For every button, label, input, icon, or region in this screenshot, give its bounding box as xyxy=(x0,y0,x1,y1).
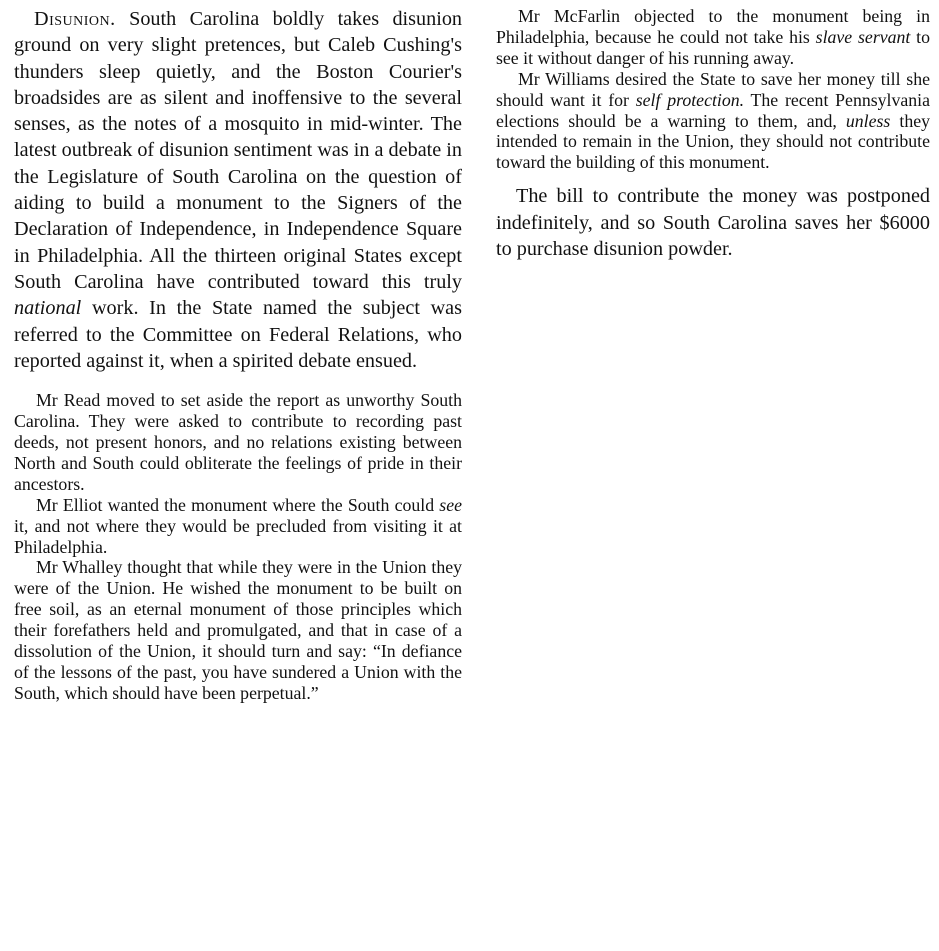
read-paragraph: Mr Read moved to set aside the report as unworthy South Carolina. They were asked to contribute to recording past deeds, not present honors, and no relations existing between North and South could obliterate the feelings of pride in their ancestors. xyxy=(14,390,462,494)
williams-emphasis-2: unless xyxy=(845,110,891,131)
whalley-paragraph: Mr Whalley thought that while they were in the Union they were of the Union. He wished the monument to be built on free soil, as an eternal monument of those principles which their forefathers held and promulgated, and that in case of a dissolution of the Union, it should turn and say: “In defiance of the lessons of the past, you have sundered a Union with the South, which should have been perpetual.” xyxy=(14,557,462,703)
elliot-emphasis: see xyxy=(439,494,462,515)
right-column xyxy=(496,6,930,262)
lead-emphasis: national xyxy=(14,297,82,320)
lead-heading: Disunion. xyxy=(34,8,116,30)
elliot-paragraph: Mr Elliot wanted the monument where the South could see it, and not where they would be precluded from visiting it at Philadelphia. xyxy=(14,494,462,557)
mcfarlin-emphasis: slave servant xyxy=(815,26,911,47)
closing-section xyxy=(496,183,930,262)
left-column xyxy=(14,6,462,704)
lead-paragraph xyxy=(14,6,462,374)
lead-text: South Carolina boldly takes disunion ground on very slight pretences, but Caleb Cushing's thunders sleep quietly, and the Boston Courier's broadsides are as silent and inoffensive to the several senses, as the notes of a mosquito in mid-winter. The latest outbreak of disunion sentiment was in a debate in the Legislature of South Carolina on the question of aiding to build a monument to the Signers of the Declaration of Independence, in Independence Square in Philadelphia. All the thirteen original States except South Carolina have contributed toward this truly xyxy=(14,8,463,293)
lead-text-2: work. In the State named the subject was referred to the Committee on Federal Relations, who reported against it, when a spirited debate ensued. xyxy=(14,297,462,372)
debate-section xyxy=(14,390,462,704)
mcfarlin-paragraph: Mr McFarlin objected to the monument being in Philadelphia, because he could not take his slave servant to see it without danger of his running away. xyxy=(496,6,931,68)
debate-section-continued xyxy=(496,6,930,173)
williams-paragraph: Mr Williams desired the State to save her money till she should want it for self protection. The recent Pennsylvania elections should be a warning to them, and, unless they intended to remain in the Union, they should not contribute toward the building of this monument. xyxy=(496,68,931,173)
lead-section xyxy=(14,6,462,374)
closing-paragraph: The bill to contribute the money was postponed indefinitely, and so South Carolina saves her $6000 to purchase disunion powder. xyxy=(496,185,930,260)
williams-emphasis-1: self protection. xyxy=(635,89,745,110)
